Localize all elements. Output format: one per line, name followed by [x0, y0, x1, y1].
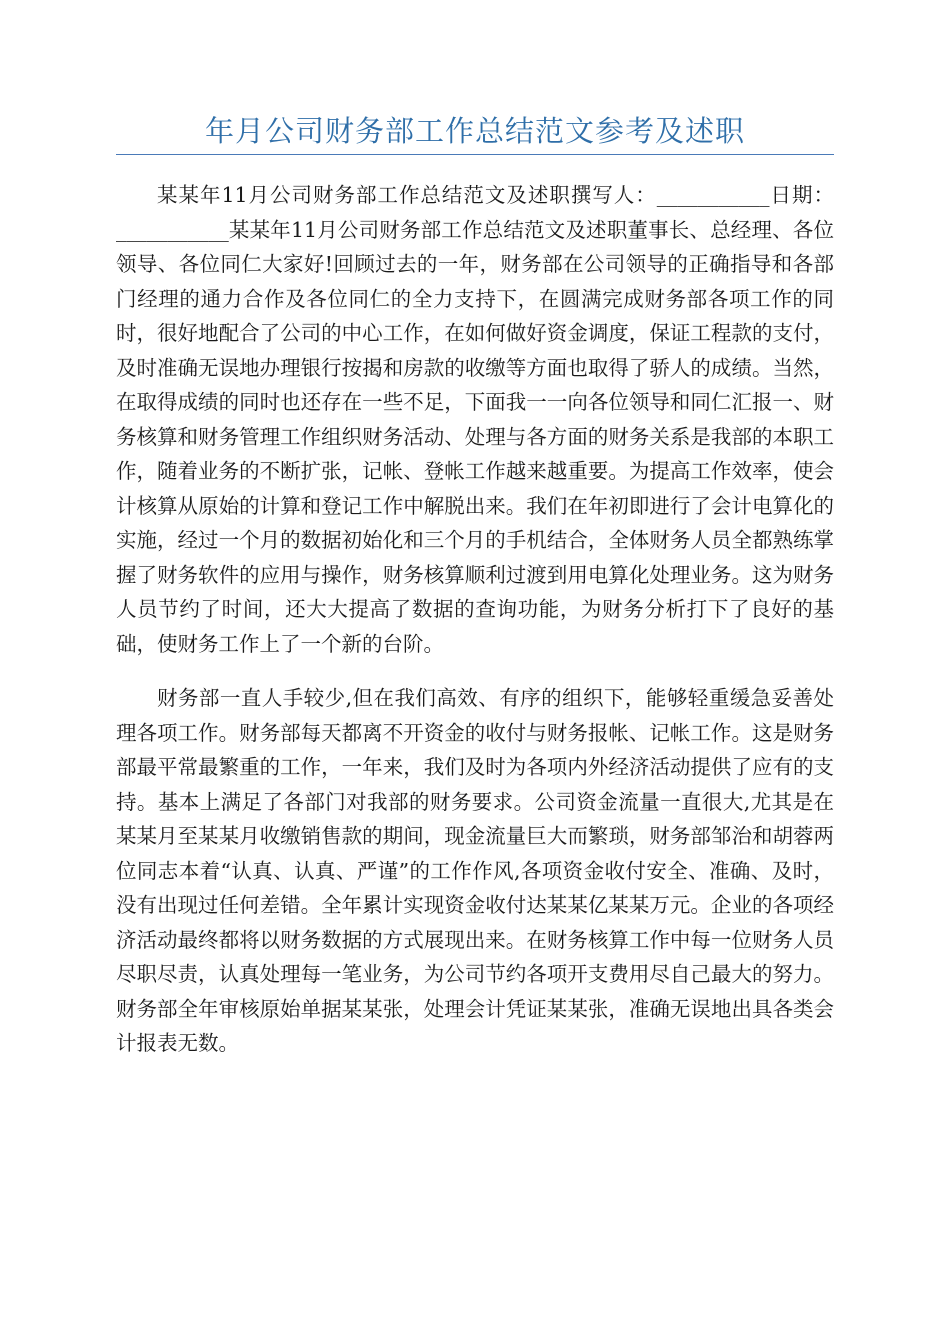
- document-body: [116, 178, 834, 1061]
- title-underline: [116, 154, 834, 155]
- paragraph-2: 财务部一直人手较少,但在我们高效、有序的组织下，能够轻重缓急妥善处理各项工作。财务部每天都离不开资金的收付与财务报帐、记帐工作。这是财务部最平常最繁重的工作，一年来，我们及时为各项内外经济活动提供了应有的支持。基本上满足了各部门对我部的财务要求。公司资金流量一直很大,尤其是在某某月至某某月收缴销售款的期间，现金流量巨大而繁琐，财务部邹治和胡蓉两位同志本着“认真、认真、严谨”的工作作风,各项资金收付安全、准确、及时，没有出现过任何差错。全年累计实现资金收付达某某亿某某万元。企业的各项经济活动最终都将以财务数据的方式展现出来。在财务核算工作中每一位财务人员尽职尽责，认真处理每一笔业务，为公司节约各项开支费用尽自己最大的努力。财务部全年审核原始单据某某张，处理会计凭证某某张，准确无误地出具各类会计报表无数。: [116, 686, 834, 1055]
- document-title: 年月公司财务部工作总结范文参考及述职: [204, 114, 745, 148]
- paragraph-1: 某某年11月公司财务部工作总结范文及述职撰写人：___________日期：___________某某年11月公司财务部工作总结范文及述职董事长、总经理、各位领导、各位同仁大家好!回顾过去的一年，财务部在公司领导的正确指导和各部门经理的通力合作及各位同仁的全力支持下，在圆满完成财务部各项工作的同时，很好地配合了公司的中心工作，在如何做好资金调度，保证工程款的支付，及时准确无误地办理银行按揭和房款的收缴等方面也取得了骄人的成绩。当然，在取得成绩的同时也还存在一些不足，下面我一一向各位领导和同仁汇报一、财务核算和财务管理工作组织财务活动、处理与各方面的财务关系是我部的本职工作，随着业务的不断扩张，记帐、登帐工作越来越重要。为提高工作效率，使会计核算从原始的计算和登记工作中解脱出来。我们在年初即进行了会计电算化的实施，经过一个月的数据初始化和三个月的手机结合，全体财务人员全都熟练掌握了财务软件的应用与操作，财务核算顺利过渡到用电算化处理业务。这为财务人员节约了时间，还大大提高了数据的查询功能，为财务分析打下了良好的基础，使财务工作上了一个新的台阶。: [116, 183, 834, 656]
